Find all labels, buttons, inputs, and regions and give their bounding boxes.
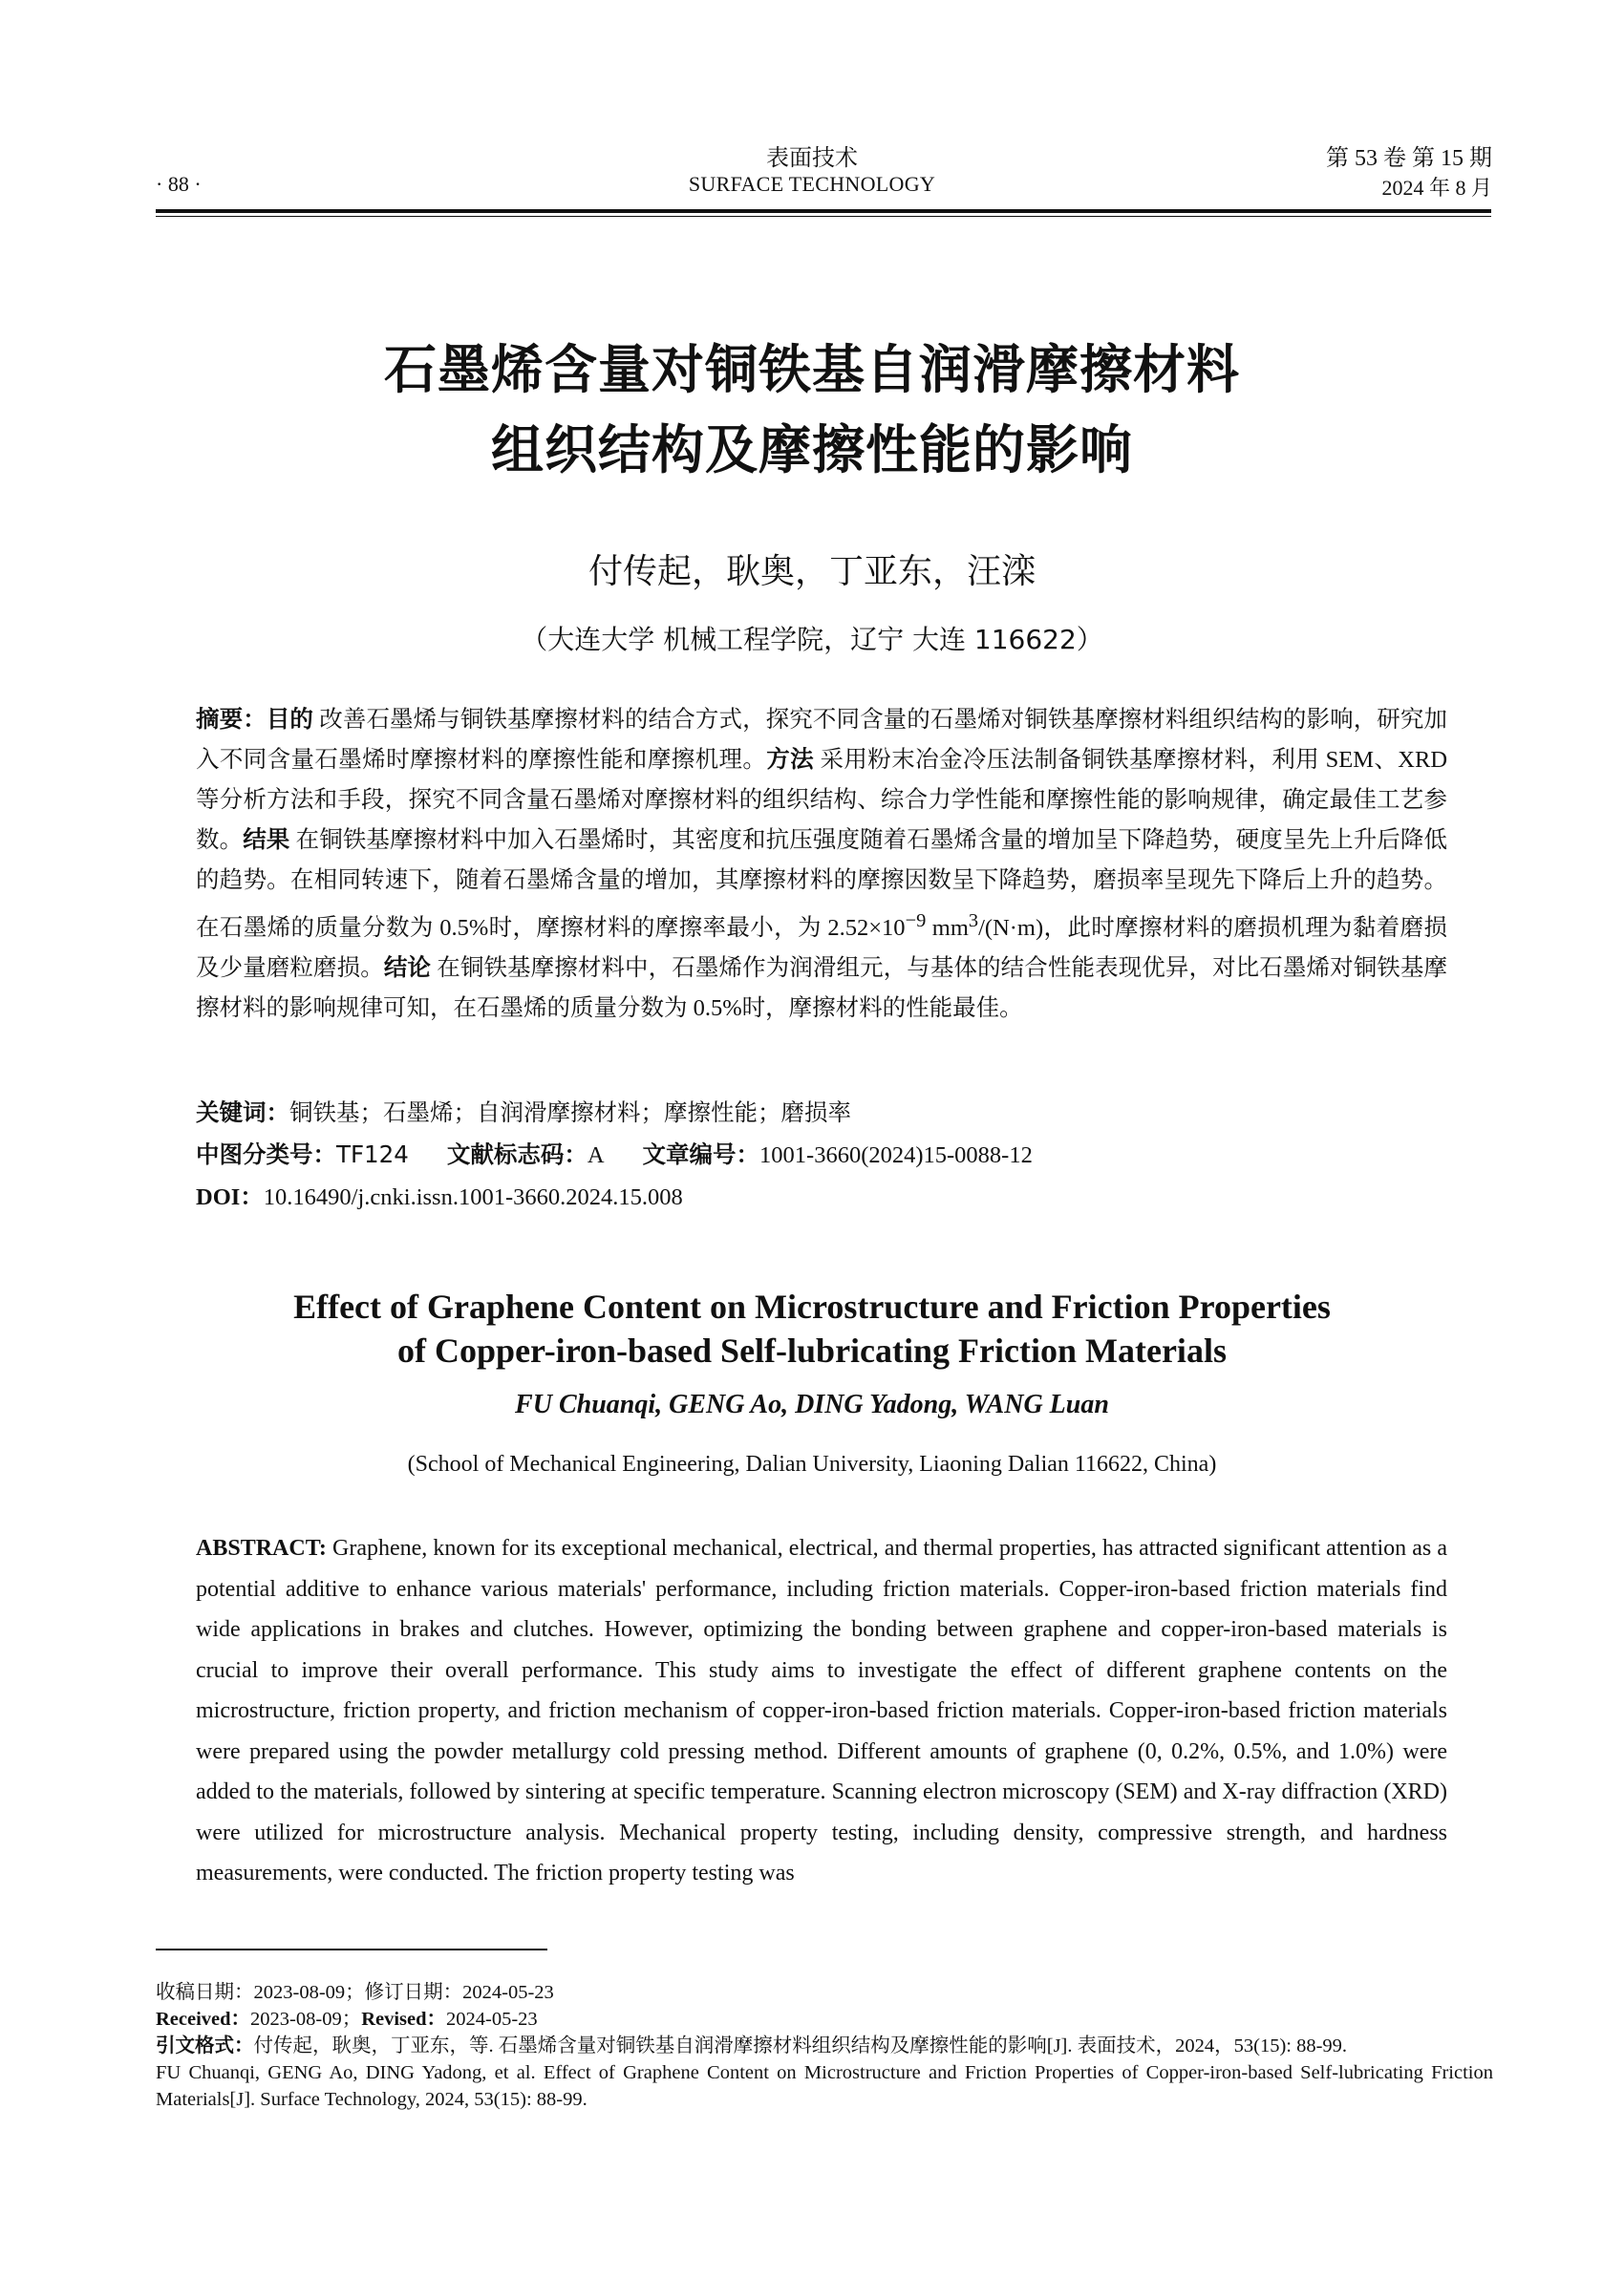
method-label: 方法 <box>766 747 815 773</box>
page-number: · 88 · <box>156 172 202 196</box>
keywords-line <box>196 1095 1447 1128</box>
results-exponent-2: 3 <box>968 910 979 931</box>
revised-en-value: 2024-05-23 <box>446 2009 538 2030</box>
doc-code-label: 文献标志码： <box>446 1140 588 1168</box>
method-text: 采用粉末冶金冷压法制备铜铁基摩擦材料，利用 SEM、XRD 等分析方法和手段，探究不同含量石墨烯对摩擦材料的组织结构、综合力学性能和摩擦性能的影响规律，确定最佳工艺参数。 <box>196 747 1448 853</box>
header-rule-thin <box>156 216 1491 217</box>
authors-cn: 付传起，耿奥，丁亚东，汪滦 <box>588 552 1036 591</box>
title-en-line-2: of Copper-iron-based Self-lubricating Friction Materials <box>397 1332 1227 1370</box>
results-label: 结果 <box>243 827 290 853</box>
doi-value: 10.16490/j.cnki.issn.1001-3660.2024.15.008 <box>263 1184 683 1210</box>
article-no-label: 文章编号： <box>642 1140 760 1168</box>
received-cn: 收稿日期：2023-08-09；修订日期：2024-05-23 <box>156 1982 554 2003</box>
keywords-value: 铜铁基；石墨烯；自润滑摩擦材料；摩擦性能；磨损率 <box>289 1100 851 1126</box>
citation-cn-label: 引文格式： <box>156 2035 254 2056</box>
article-no-value: 1001-3660(2024)15-0088-12 <box>759 1142 1033 1168</box>
purpose-text: 改善石墨烯与铜铁基摩擦材料的结合方式，探究不同含量的石墨烯对铜铁基摩擦材料组织结构的影响，研究加入不同含量石墨烯时摩擦材料的摩擦性能和摩擦机理。 <box>196 707 1448 773</box>
footnotes <box>156 1979 1493 2113</box>
header-rule-thick <box>156 209 1491 213</box>
results-exponent-1: −9 <box>905 910 927 931</box>
keywords-label: 关键词： <box>196 1098 289 1126</box>
journal-name-cn: 表面技术 <box>766 146 858 171</box>
abstract-en-text: Graphene, known for its exceptional mechanical, electrical, and thermal properties, has attracted significant attention as a potential additive to enhance various materials' performance, including friction materials. Copper-iron-based friction materials find wide applications in brakes and clutches. However, optimizing the bonding between graphene and copper-iron-based materials is crucial to improve their overall performance. This study aims to investigate the effect of different graphene contents on the microstructure, friction property, and friction mechanism of copper-iron-based friction materials. Copper-iron-based friction materials were prepared using the powder metallurgy cold pressing method. Different amounts of graphene (0, 0.2%, 0.5%, and 1.0%) were added to the materials, followed by sintering at specific temperature. Scanning electron microscopy (SEM) and X-ray diffraction (XRD) were utilized for microstructure analysis. Mechanical property testing, including density, compressive strength, and hardness measurements, were conducted. The friction property testing was <box>196 1536 1447 1886</box>
clc-label: 中图分类号： <box>196 1140 336 1168</box>
title-cn-line-2: 组织结构及摩擦性能的影响 <box>490 419 1133 480</box>
citation-cn-text: 付传起，耿奥，丁亚东，等. 石墨烯含量对铜铁基自润滑摩擦材料组织结构及摩擦性能的影响[J]. 表面技术，2024，53(15): 88-99. <box>253 2035 1348 2056</box>
footnote-rule <box>156 1949 547 1950</box>
doi-label: DOI： <box>196 1184 264 1210</box>
abstract-en <box>196 1528 1447 1894</box>
purpose-label: 目的 <box>266 707 314 733</box>
article-title-en <box>0 1285 1624 1373</box>
abstract-en-label: ABSTRACT: <box>196 1536 327 1561</box>
classification-line <box>196 1137 1447 1170</box>
conclusion-label: 结论 <box>383 955 432 982</box>
doi-line <box>196 1179 1447 1212</box>
clc-value: TF124 <box>336 1140 409 1168</box>
authors-en: FU Chuanqi, GENG Ao, DING Yadong, WANG Luan <box>515 1390 1109 1419</box>
doc-code-value: A <box>587 1142 605 1168</box>
title-en-line-1: Effect of Graphene Content on Microstructure and Friction Properties <box>293 1288 1331 1326</box>
article-title-cn <box>0 330 1624 490</box>
citation-cn <box>156 2033 1493 2059</box>
abstract-cn <box>196 699 1447 1029</box>
revised-en-label: Revised： <box>361 2009 447 2030</box>
received-en <box>156 2006 1493 2033</box>
journal-name-en: SURFACE TECHNOLOGY <box>688 172 936 196</box>
citation-en: FU Chuanqi, GENG Ao, DING Yadong, et al. Effect of Graphene Content on Microstructure and Friction Properties of Copper-iron-based Self-lubricating Friction Materials[J]. Surface Technology, 2024, 53(15): 88-99. <box>156 2062 1493 2110</box>
issue-date: 2024 年 8 月 <box>1381 176 1492 200</box>
received-en-value: 2023-08-09； <box>250 2009 362 2030</box>
affiliation-cn: （大连大学 机械工程学院，辽宁 大连 116622） <box>521 624 1103 655</box>
received-en-label: Received： <box>156 2009 251 2030</box>
results-text-b: mm <box>926 915 969 942</box>
title-cn-line-1: 石墨烯含量对铜铁基自润滑摩擦材料 <box>383 339 1240 400</box>
volume-issue: 第 53 卷 第 15 期 <box>1326 146 1492 171</box>
page-header <box>0 0 1624 220</box>
conclusion-text: 在铜铁基摩擦材料中，石墨烯作为润滑组元，与基体的结合性能表现优异，对比石墨烯对铜铁基摩擦材料的影响规律可知，在石墨烯的质量分数为 0.5%时，摩擦材料的性能最佳。 <box>196 955 1447 1022</box>
affiliation-en: (School of Mechanical Engineering, Dalian University, Liaoning Dalian 116622, China) <box>407 1452 1217 1477</box>
results-text-c: /(N·m)，此时摩擦材料的磨损机理为黏着磨损及少量磨粒磨损。 <box>196 915 1447 982</box>
results-text-a: 在铜铁基摩擦材料中加入石墨烯时，其密度和抗压强度随着石墨烯含量的增加呈下降趋势，硬度呈先上升后降低的趋势。在相同转速下，随着石墨烯含量的增加，其摩擦材料的摩擦因数呈下降趋势，磨损率呈现先下降后上升的趋势。在石墨烯的质量分数为 0.5%时，摩擦材料的摩擦率最小，为 2.52×10 <box>196 827 1447 942</box>
abstract-cn-label: 摘要： <box>196 705 267 733</box>
